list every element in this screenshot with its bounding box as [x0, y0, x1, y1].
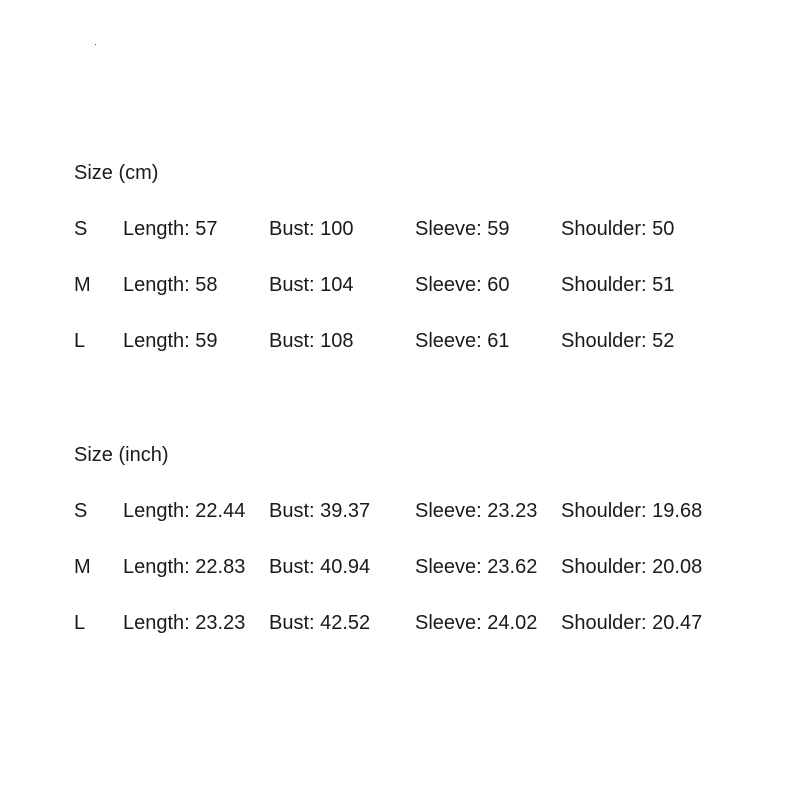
bust-value: Bust: 104 — [269, 274, 354, 296]
length-value: Length: 22.44 — [123, 500, 246, 522]
shoulder-value: Shoulder: 50 — [561, 218, 675, 240]
stray-dot — [95, 44, 96, 45]
size-label: M — [74, 274, 91, 296]
shoulder-value: Shoulder: 51 — [561, 274, 675, 296]
bust-value: Bust: 100 — [269, 218, 354, 240]
bust-value: Bust: 42.52 — [269, 612, 371, 634]
size-chart-inch — [74, 440, 754, 638]
size-row-m-cm — [74, 270, 754, 300]
length-value: Length: 57 — [123, 218, 218, 240]
size-row-m-inch — [74, 552, 754, 582]
bust-value: Bust: 40.94 — [269, 556, 371, 578]
shoulder-value: Shoulder: 20.08 — [561, 556, 703, 578]
section-heading-cm: Size (cm) — [74, 162, 159, 184]
size-chart-cm — [74, 158, 754, 356]
bust-value: Bust: 108 — [269, 330, 354, 352]
size-row-l-cm — [74, 326, 754, 356]
sleeve-value: Sleeve: 59 — [415, 218, 510, 240]
section-heading-inch: Size (inch) — [74, 444, 169, 466]
length-value: Length: 23.23 — [123, 612, 246, 634]
sleeve-value: Sleeve: 23.62 — [415, 556, 538, 578]
size-row-l-inch — [74, 608, 754, 638]
sleeve-value: Sleeve: 23.23 — [415, 500, 538, 522]
size-label: L — [74, 330, 86, 352]
size-label: L — [74, 612, 86, 634]
sleeve-value: Sleeve: 61 — [415, 330, 510, 352]
size-row-s-cm — [74, 214, 754, 244]
length-value: Length: 58 — [123, 274, 218, 296]
shoulder-value: Shoulder: 19.68 — [561, 500, 703, 522]
size-label: M — [74, 556, 91, 578]
bust-value: Bust: 39.37 — [269, 500, 371, 522]
length-value: Length: 22.83 — [123, 556, 246, 578]
size-row-s-inch — [74, 496, 754, 526]
sleeve-value: Sleeve: 24.02 — [415, 612, 538, 634]
length-value: Length: 59 — [123, 330, 218, 352]
sleeve-value: Sleeve: 60 — [415, 274, 510, 296]
size-label: S — [74, 500, 88, 522]
size-label: S — [74, 218, 88, 240]
shoulder-value: Shoulder: 20.47 — [561, 612, 703, 634]
shoulder-value: Shoulder: 52 — [561, 330, 675, 352]
